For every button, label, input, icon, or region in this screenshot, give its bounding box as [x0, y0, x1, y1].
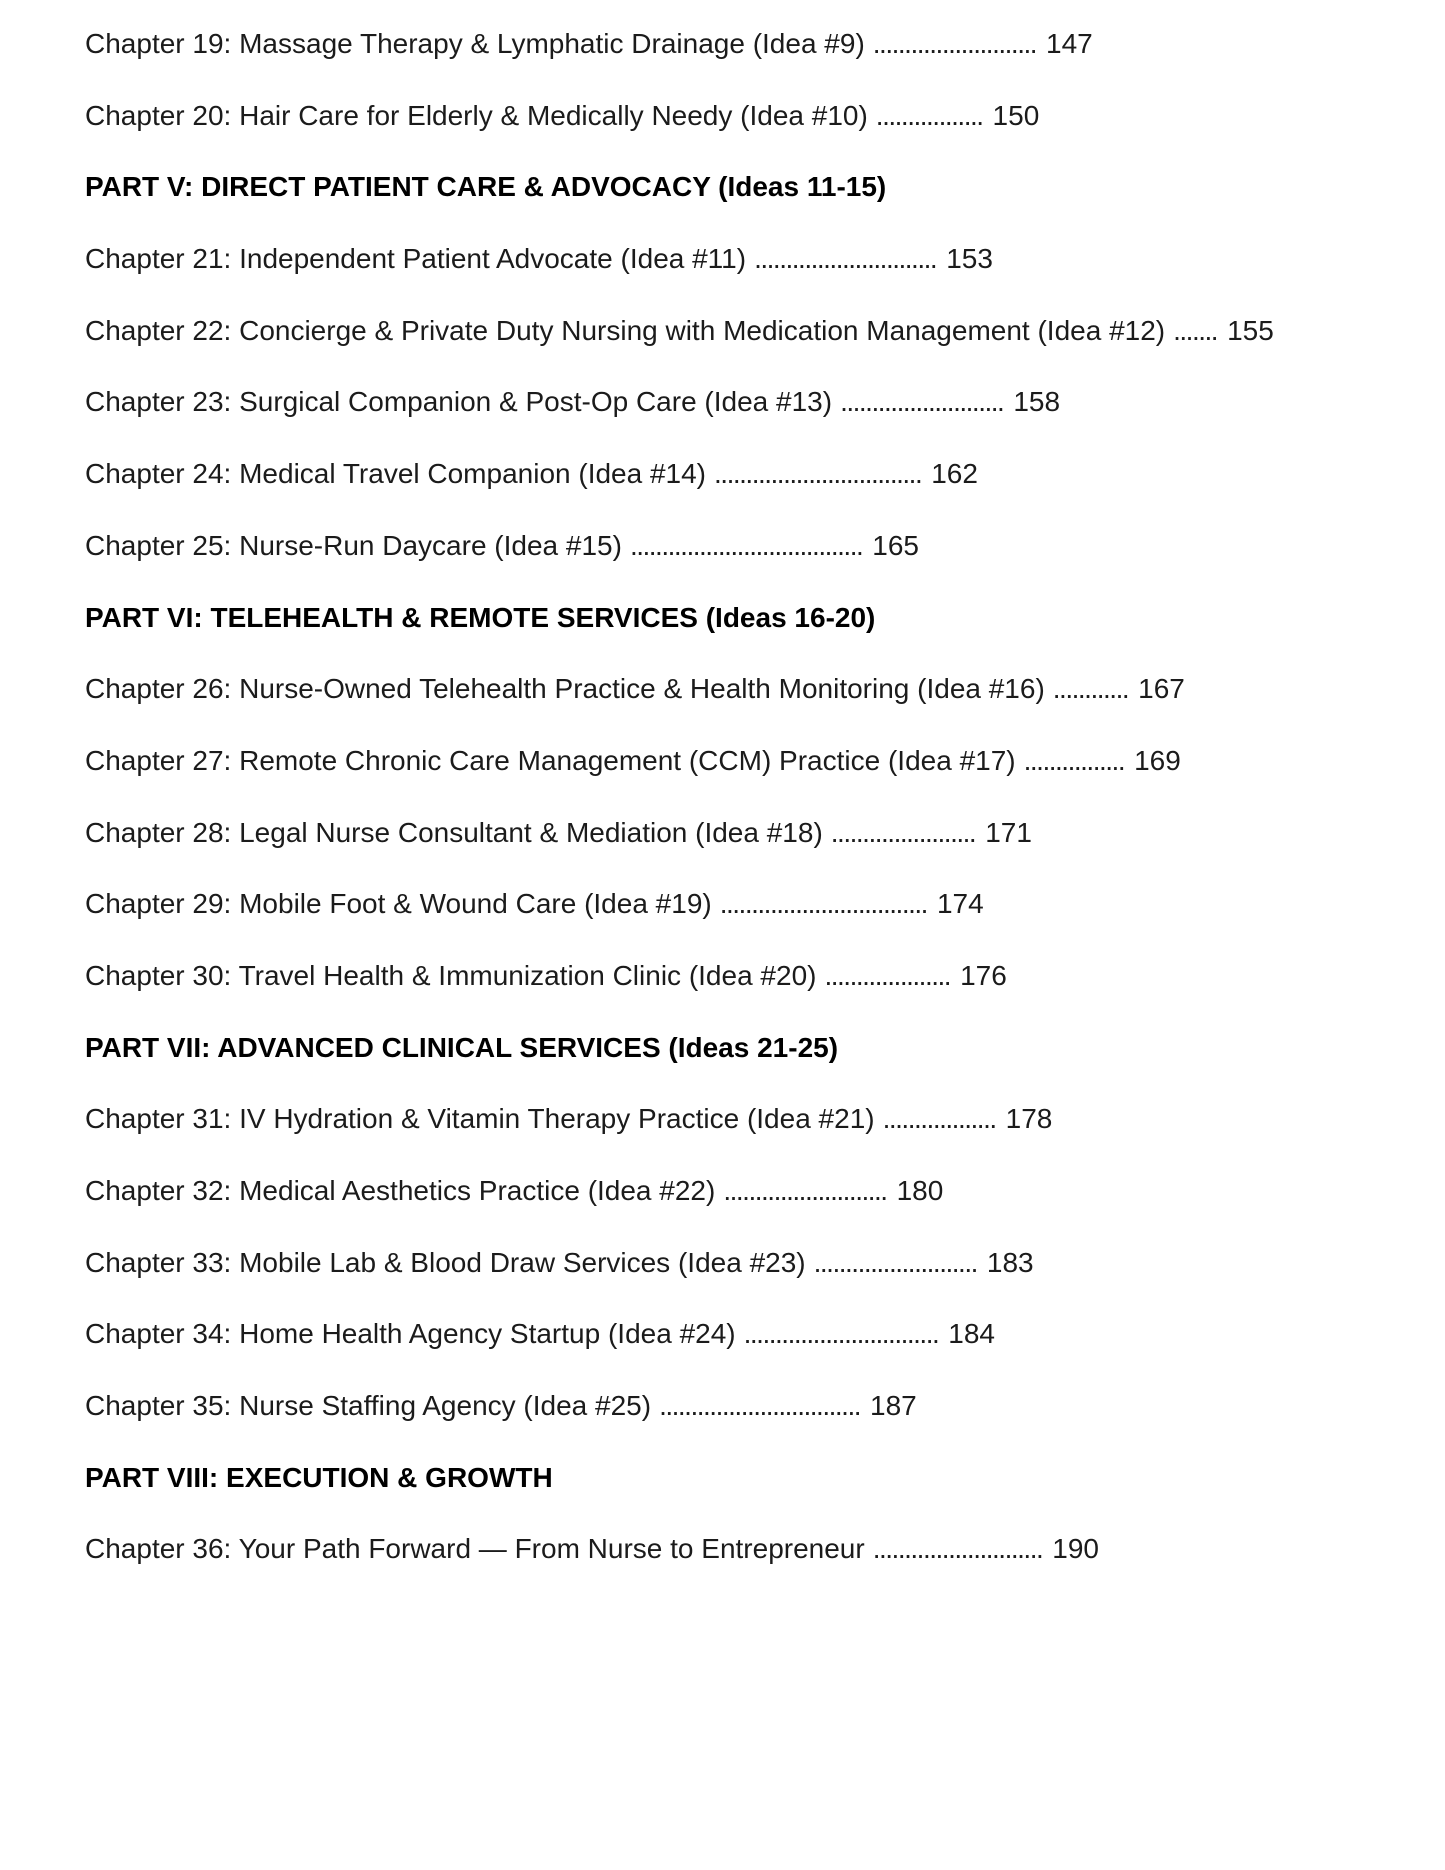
- toc-entry-title: Chapter 24: Medical Travel Companion (Idea #14): [85, 458, 707, 490]
- toc-entry-title: Chapter 26: Nurse-Owned Telehealth Practice & Health Monitoring (Idea #16): [85, 673, 1045, 705]
- toc-entry-title: Chapter 20: Hair Care for Elderly & Medically Needy (Idea #10): [85, 99, 868, 131]
- toc-dot-leader: ....................: [824, 959, 951, 991]
- toc-entry-title: Chapter 29: Mobile Foot & Wound Care (Idea #19): [85, 888, 712, 920]
- toc-entry: [85, 510, 1385, 582]
- toc-entry: [85, 1227, 1385, 1299]
- toc-entry-title: Chapter 19: Massage Therapy & Lymphatic Drainage (Idea #9): [85, 28, 865, 59]
- toc-entry: [85, 295, 1385, 367]
- toc-dot-leader: ................: [1023, 744, 1125, 776]
- toc-page-number: 147: [1046, 28, 1093, 59]
- toc-entry: [85, 438, 1385, 510]
- toc-entry: [85, 8, 1385, 80]
- toc-dot-leader: .....................................: [629, 529, 863, 561]
- toc-dot-leader: .................................: [714, 458, 922, 490]
- toc-entry-title: Chapter 35: Nurse Staffing Agency (Idea #25): [85, 1390, 652, 1422]
- toc-entry-title: Chapter 31: IV Hydration & Vitamin Therapy Practice (Idea #21): [85, 1103, 875, 1135]
- toc-entry: [85, 366, 1385, 438]
- toc-page-number: 178: [1005, 1103, 1053, 1135]
- toc-entry: [85, 868, 1385, 940]
- toc-part-heading: [85, 151, 1385, 223]
- toc-entry-title: Chapter 21: Independent Patient Advocate (Idea #11): [85, 243, 747, 275]
- toc-page-number: 171: [985, 816, 1032, 848]
- toc-entry: [85, 1513, 1385, 1585]
- toc-dot-leader: ............: [1052, 673, 1129, 705]
- toc-dot-leader: ................................: [659, 1390, 860, 1422]
- toc-entry-title: Chapter 32: Medical Aesthetics Practice (Idea #22): [85, 1175, 716, 1206]
- toc-entry-title: Chapter 23: Surgical Companion & Post-Op Care (Idea #13): [85, 386, 833, 418]
- toc-entry: [85, 1370, 1385, 1442]
- toc-page-number: 187: [870, 1390, 917, 1422]
- toc-dot-leader: ..................: [882, 1103, 996, 1135]
- toc-entry-title: Chapter 28: Legal Nurse Consultant & Mediation (Idea #18): [85, 816, 823, 848]
- toc-entry-title: Chapter 25: Nurse-Run Daycare (Idea #15): [85, 529, 622, 561]
- toc-page-number: 190: [1052, 1533, 1099, 1565]
- toc-dot-leader: ...............................: [743, 1318, 939, 1350]
- toc-entry-title: PART V: DIRECT PATIENT CARE & ADVOCACY (Ideas 11-15): [85, 171, 887, 203]
- toc-page-number: 184: [948, 1318, 995, 1350]
- toc-dot-leader: ..........................: [813, 1246, 977, 1278]
- toc-entry: [85, 80, 1385, 152]
- toc-entry: [85, 1155, 1385, 1227]
- toc-entry-title: Chapter 34: Home Health Agency Startup (Idea #24): [85, 1318, 736, 1350]
- toc-entry-title: PART VII: ADVANCED CLINICAL SERVICES (Ideas 21-25): [85, 1031, 839, 1063]
- table-of-contents: [85, 8, 1385, 1585]
- toc-entry: [85, 940, 1385, 1012]
- toc-entry: [85, 223, 1385, 295]
- toc-page-number: 165: [872, 529, 919, 561]
- toc-entry: [85, 1083, 1385, 1155]
- toc-dot-leader: .............................: [754, 243, 937, 275]
- toc-part-heading: [85, 582, 1385, 654]
- toc-entry: [85, 725, 1385, 797]
- toc-page-number: 176: [960, 959, 1007, 991]
- toc-page-number: 174: [936, 888, 984, 920]
- toc-page-number: 180: [896, 1175, 944, 1206]
- toc-entry-title: Chapter 33: Mobile Lab & Blood Draw Services (Idea #23): [85, 1246, 806, 1278]
- toc-entry-title: Chapter 30: Travel Health & Immunization Clinic (Idea #20): [85, 959, 817, 991]
- toc-dot-leader: ..........................: [840, 386, 1004, 418]
- toc-dot-leader: .......................: [830, 816, 976, 848]
- toc-page-number: 150: [992, 99, 1040, 131]
- toc-entry: [85, 653, 1385, 725]
- toc-part-heading: [85, 1442, 1385, 1514]
- toc-page-number: 158: [1013, 386, 1061, 418]
- toc-page-number: 155: [1227, 314, 1274, 346]
- toc-page-number: 167: [1138, 673, 1185, 705]
- toc-entry-title: Chapter 36: Your Path Forward — From Nurse to Entrepreneur: [85, 1533, 865, 1565]
- toc-page-number: 183: [986, 1246, 1034, 1278]
- toc-dot-leader: .................: [875, 99, 983, 131]
- toc-dot-leader: ..........................: [872, 28, 1037, 59]
- toc-page-number: 153: [946, 243, 993, 275]
- toc-entry-title: PART VIII: EXECUTION & GROWTH: [85, 1461, 553, 1493]
- toc-dot-leader: ...........................: [872, 1533, 1043, 1565]
- toc-entry-title: PART VI: TELEHEALTH & REMOTE SERVICES (Ideas 16-20): [85, 601, 876, 633]
- toc-dot-leader: .................................: [719, 888, 927, 920]
- toc-entry-title: Chapter 27: Remote Chronic Care Management (CCM) Practice (Idea #17): [85, 744, 1016, 776]
- toc-entry-title: Chapter 22: Concierge & Private Duty Nursing with Medication Management (Idea #12): [85, 314, 1166, 346]
- toc-entry: [85, 797, 1385, 869]
- toc-dot-leader: ..........................: [723, 1175, 887, 1206]
- toc-page-number: 169: [1134, 744, 1181, 776]
- toc-page-number: 162: [931, 458, 978, 490]
- toc-entry: [85, 1298, 1385, 1370]
- toc-part-heading: [85, 1012, 1385, 1084]
- toc-dot-leader: .......: [1173, 314, 1218, 346]
